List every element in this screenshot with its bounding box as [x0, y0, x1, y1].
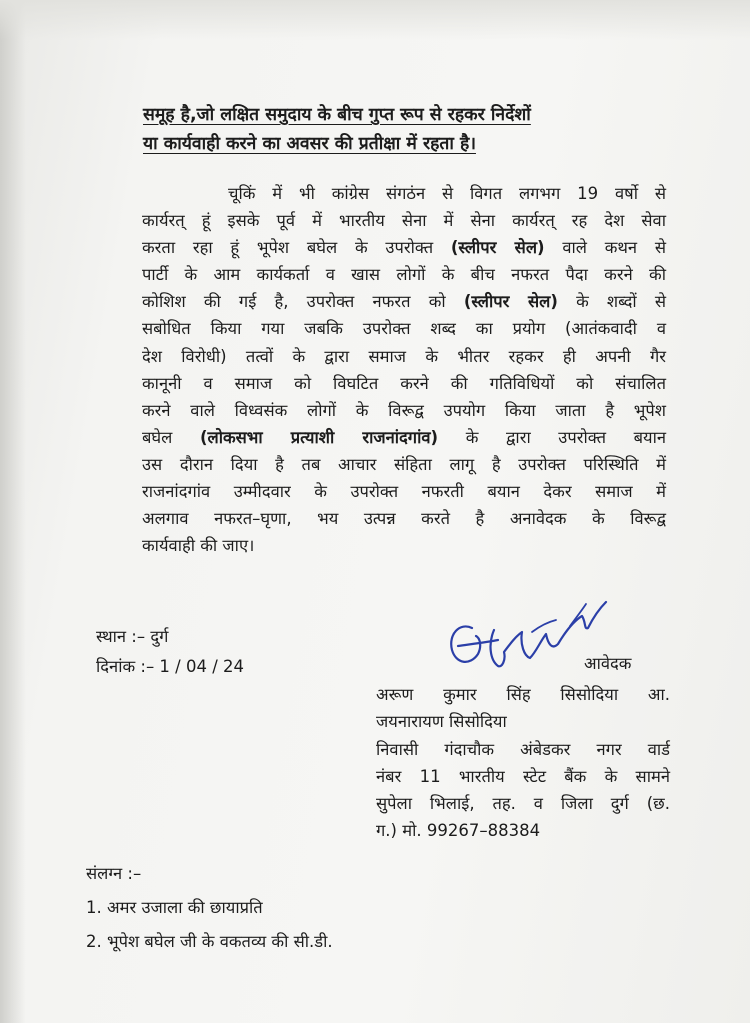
sleeper-cell-term: (स्लीपर सेल) [463, 292, 558, 312]
paragraph-line [142, 424, 666, 451]
address-line: अरूण कुमार सिंह सिसोदिया आ. [376, 685, 670, 704]
paragraph-line: चूकिं में भी कांग्रेस संगठंन से विगत लगभग 19 वर्षो से [228, 184, 666, 203]
heading-line-2: या कार्यवाही करने का अवसर की प्रतीक्षा में रहता है। [143, 134, 476, 154]
paragraph-line: देश विरोधी) तत्वों के द्वारा समाज के भीतर रहकर ही अपनी गैर [142, 346, 666, 366]
sleeper-cell-term: (स्लीपर सेल) [450, 238, 545, 258]
enclosures-label: संलग्न :– [86, 864, 142, 883]
paragraph-text: करता रहा हूं भूपेश बघेल के उपरोक्त [142, 238, 434, 258]
address-line: ग.) मो. 99267–88384 [376, 821, 541, 841]
paragraph-line: उस दौरान दिया है तब आचार संहिता लागू है उपरोक्त परिस्थिति में [142, 454, 666, 474]
address-line: निवासी गंदाचौक अंबेडकर नगर वार्ड [376, 739, 670, 759]
address-line: नंबर 11 भारतीय स्टेट बैंक के सामने [376, 766, 670, 786]
paragraph-line: करने वाले विध्वसंक लोगों के विरूद्व उपयोग किया जाता है भूपेश [142, 400, 666, 420]
paragraph-line [142, 288, 666, 315]
paragraph-line: राजनांदगांव उम्मीदवार के उपरोक्त नफरती बयान देकर समाज में [142, 482, 666, 502]
paragraph-line: अलगाव नफरत–घृणा, भय उत्पन्न करते है अनावेदक के विरूद्व [142, 509, 666, 529]
paragraph-text: वाले कथन से [562, 238, 667, 258]
paragraph-line: कार्यरत् हूं इसके पूर्व में भारतीय सेना में सेना कार्यरत् रह देश सेवा [142, 211, 666, 231]
heading-block [143, 101, 663, 159]
complaint-paragraph [142, 180, 666, 559]
heading-line-1: समूह है,जो लक्षित समुदाय के बीच गुप्त रूप से रहकर निर्देशों [143, 105, 531, 125]
paragraph-text: के शब्दों से [576, 292, 666, 312]
paragraph-line: कार्यवाही की जाए। [142, 536, 255, 556]
address-line: सुपेला भिलाई, तह. व जिला दुर्ग (छ. [376, 794, 670, 814]
paragraph-line [142, 234, 666, 261]
enclosure-item: 2. भूपेश बघेल जी के वकतव्य की सी.डी. [86, 932, 333, 951]
paragraph-line: पार्टी के आम कार्यकर्ता व खास लोगों के बीच नफरत पैदा करने की [142, 265, 666, 285]
paragraph-text: कोशिश की गई है, उपरोक्त नफरत को [142, 292, 446, 312]
paragraph-text: बघेल [142, 427, 173, 447]
handwritten-signature [436, 586, 611, 691]
paragraph-line: सबोधित किया गया जबकि उपरोक्त शब्द का प्रयोग (आतंकवादी व [142, 319, 666, 339]
paragraph-line: कानूनी व समाज को विघटित करने की गतिविधियों को संचालित [142, 373, 666, 393]
enclosures-section [86, 857, 333, 959]
place-field: स्थान :– दुर्ग [96, 627, 169, 646]
page-edge-shadow [0, 0, 26, 1023]
applicant-address [376, 681, 670, 845]
applicant-label: आवेदक [584, 654, 632, 673]
enclosure-item: 1. अमर उजाला की छायाप्रति [86, 898, 263, 917]
paragraph-text: के द्वारा उपरोक्त बयान [465, 427, 667, 447]
date-field: दिनांक :– 1 / 04 / 24 [96, 657, 245, 676]
address-line: जयनारायण सिसोदिया [376, 712, 507, 732]
page-top-shadow [0, 0, 750, 40]
candidate-term: (लोकसभा प्रत्याशी राजनांदगांव) [199, 427, 439, 447]
